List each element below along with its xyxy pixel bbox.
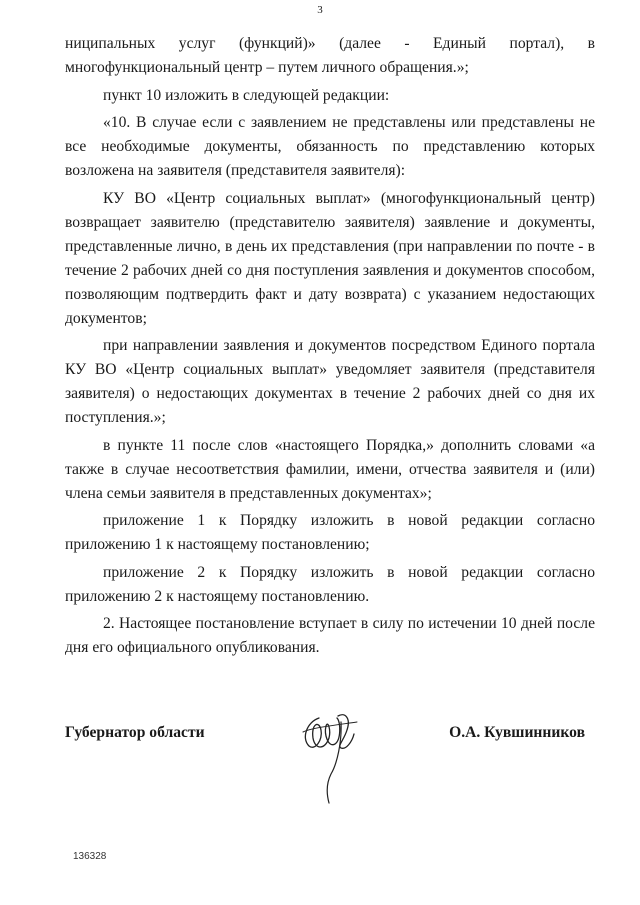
page-number: 3 <box>317 4 323 16</box>
paragraph-appendix-1: приложение 1 к Порядку изложить в новой редакции согласно приложению 1 к настоящему постановлению; <box>65 512 595 553</box>
handwritten-signature <box>295 702 365 807</box>
document-body <box>65 32 595 664</box>
paragraph-appendix-2: приложение 2 к Порядку изложить в новой редакции согласно приложению 2 к настоящему постановлению. <box>65 563 595 605</box>
signatory-name: О.А. Кувшинников <box>449 724 585 741</box>
paragraph-item-10-text: «10. В случае если с заявлением не представлены или представлены не все необходимые документы, обязанность по представлению которых возложена на заявителя (представителя заявителя): <box>65 114 595 179</box>
paragraph-effective-date: 2. Настоящее постановление вступает в силу по истечении 10 дней после дня его официального опубликования. <box>65 615 595 656</box>
paragraph-item-11: в пункте 11 после слов «настоящего Порядка,» дополнить словами «а также в случае несоответствия фамилии, имени, отчества заявителя и (или) члена семьи заявителя в представленных документах»; <box>65 436 595 502</box>
paragraph-continuation: ниципальных услуг (функций)» (далее - Единый портал), в многофункциональный центр – путем личного обращения.»; <box>65 35 595 76</box>
paragraph-return-documents: КУ ВО «Центр социальных выплат» (многофункциональный центр) возвращает заявителю (представителю заявителя) заявление и документы, представленные лично, в день их представления (при направлении по почте - в течение 2 рабочих дней со дня поступления заявления и документов способом, позволяющим подтвердить факт и дату возврата) с указанием недостающих документов; <box>65 189 595 327</box>
document-code: 136328 <box>73 851 107 862</box>
paragraph-portal-notification: при направлении заявления и документов посредством Единого портала КУ ВО «Центр социальных выплат» уведомляет заявителя (представителя заявителя) о недостающих документах в течение 2 рабочих дней со дня их поступления.»; <box>65 337 595 426</box>
paragraph-item-10-intro: пункт 10 изложить в следующей редакции: <box>103 86 390 104</box>
signatory-position: Губернатор области <box>65 724 205 741</box>
